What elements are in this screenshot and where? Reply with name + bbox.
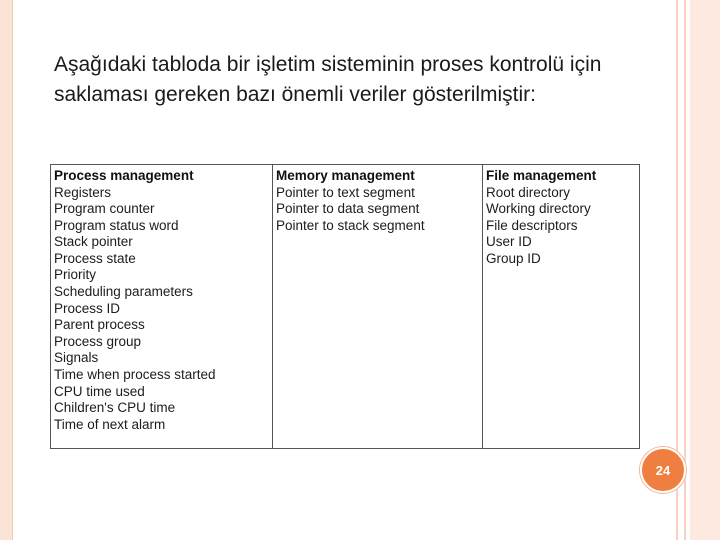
list-item: Children's CPU time (54, 400, 176, 416)
list-item: Process state (54, 250, 136, 266)
column-header: Memory management (276, 168, 415, 183)
list-item: Root directory (486, 184, 571, 200)
list-item: Pointer to stack segment (276, 217, 425, 233)
list-item: File descriptors (486, 217, 578, 233)
list-item: Registers (54, 184, 112, 200)
list-item: Program counter (54, 201, 155, 217)
list-item: Process group (54, 333, 142, 349)
page-number-badge: 24 (640, 447, 686, 493)
process-management-column (51, 165, 272, 448)
list-item: Priority (54, 267, 97, 283)
list-item: Program status word (54, 217, 179, 233)
list-item: Time when process started (54, 367, 216, 383)
list-item: Stack pointer (54, 234, 133, 250)
list-item: Pointer to text segment (276, 184, 415, 200)
list-item: Scheduling parameters (54, 284, 193, 300)
left-decorative-band (0, 0, 13, 540)
list-item: CPU time used (54, 383, 145, 399)
list-item: Signals (54, 350, 99, 366)
slide-heading: Aşağıdaki tabloda bir işletim sisteminin proses kontrolü için saklaması gereken bazı önemli veriler gösterilmiştir: (54, 53, 602, 106)
list-item: Pointer to data segment (276, 201, 420, 217)
list-item: User ID (486, 234, 532, 250)
column-header: File management (486, 168, 597, 183)
list-item: Group ID (486, 250, 541, 266)
item-list (54, 185, 269, 434)
list-item: Working directory (486, 201, 591, 217)
file-management-column (482, 165, 639, 448)
list-item: Process ID (54, 300, 121, 316)
item-list (276, 185, 479, 235)
list-item: Time of next alarm (54, 416, 166, 432)
item-list (486, 185, 636, 268)
memory-management-column (272, 165, 482, 448)
process-table (50, 164, 640, 449)
list-item: Parent process (54, 317, 145, 333)
column-header: Process management (54, 168, 194, 183)
